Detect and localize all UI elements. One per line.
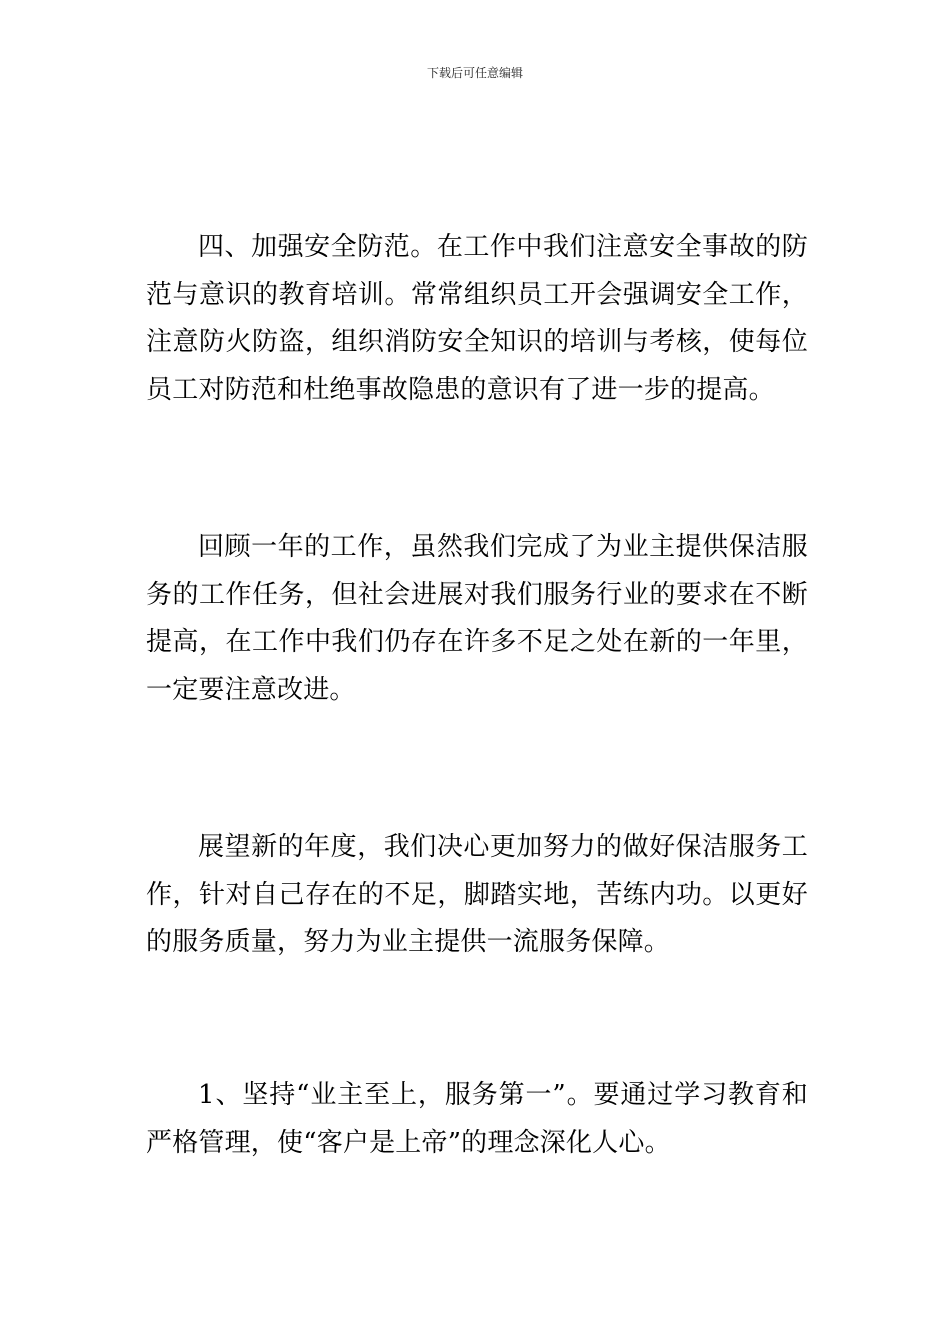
- paragraph-item-1: 1、坚持“业主至上，服务第一”。要通过学习教育和严格管理，使“客户是上帝”的理念深化人心。: [146, 1080, 808, 1158]
- paragraph-outlook: 展望新的年度，我们决心更加努力的做好保洁服务工作，针对自己存在的不足，脚踏实地，苦练内功。以更好的服务质量，努力为业主提供一流服务保障。: [146, 832, 808, 957]
- page-header: 下载后可任意编辑: [426, 66, 523, 80]
- paragraph-safety: 四、加强安全防范。在工作中我们注意安全事故的防范与意识的教育培训。常常组织员工开会强调安全工作，注意防火防盗，组织消防安全知识的培训与考核，使每位员工对防范和杜绝事故隐患的意识有了进一步的提高。: [146, 232, 808, 405]
- paragraph-review: 回顾一年的工作，虽然我们完成了为业主提供保洁服务的工作任务，但社会进展对我们服务行业的要求在不断提高，在工作中我们仍存在许多不足之处在新的一年里，一定要注意改进。: [146, 532, 808, 705]
